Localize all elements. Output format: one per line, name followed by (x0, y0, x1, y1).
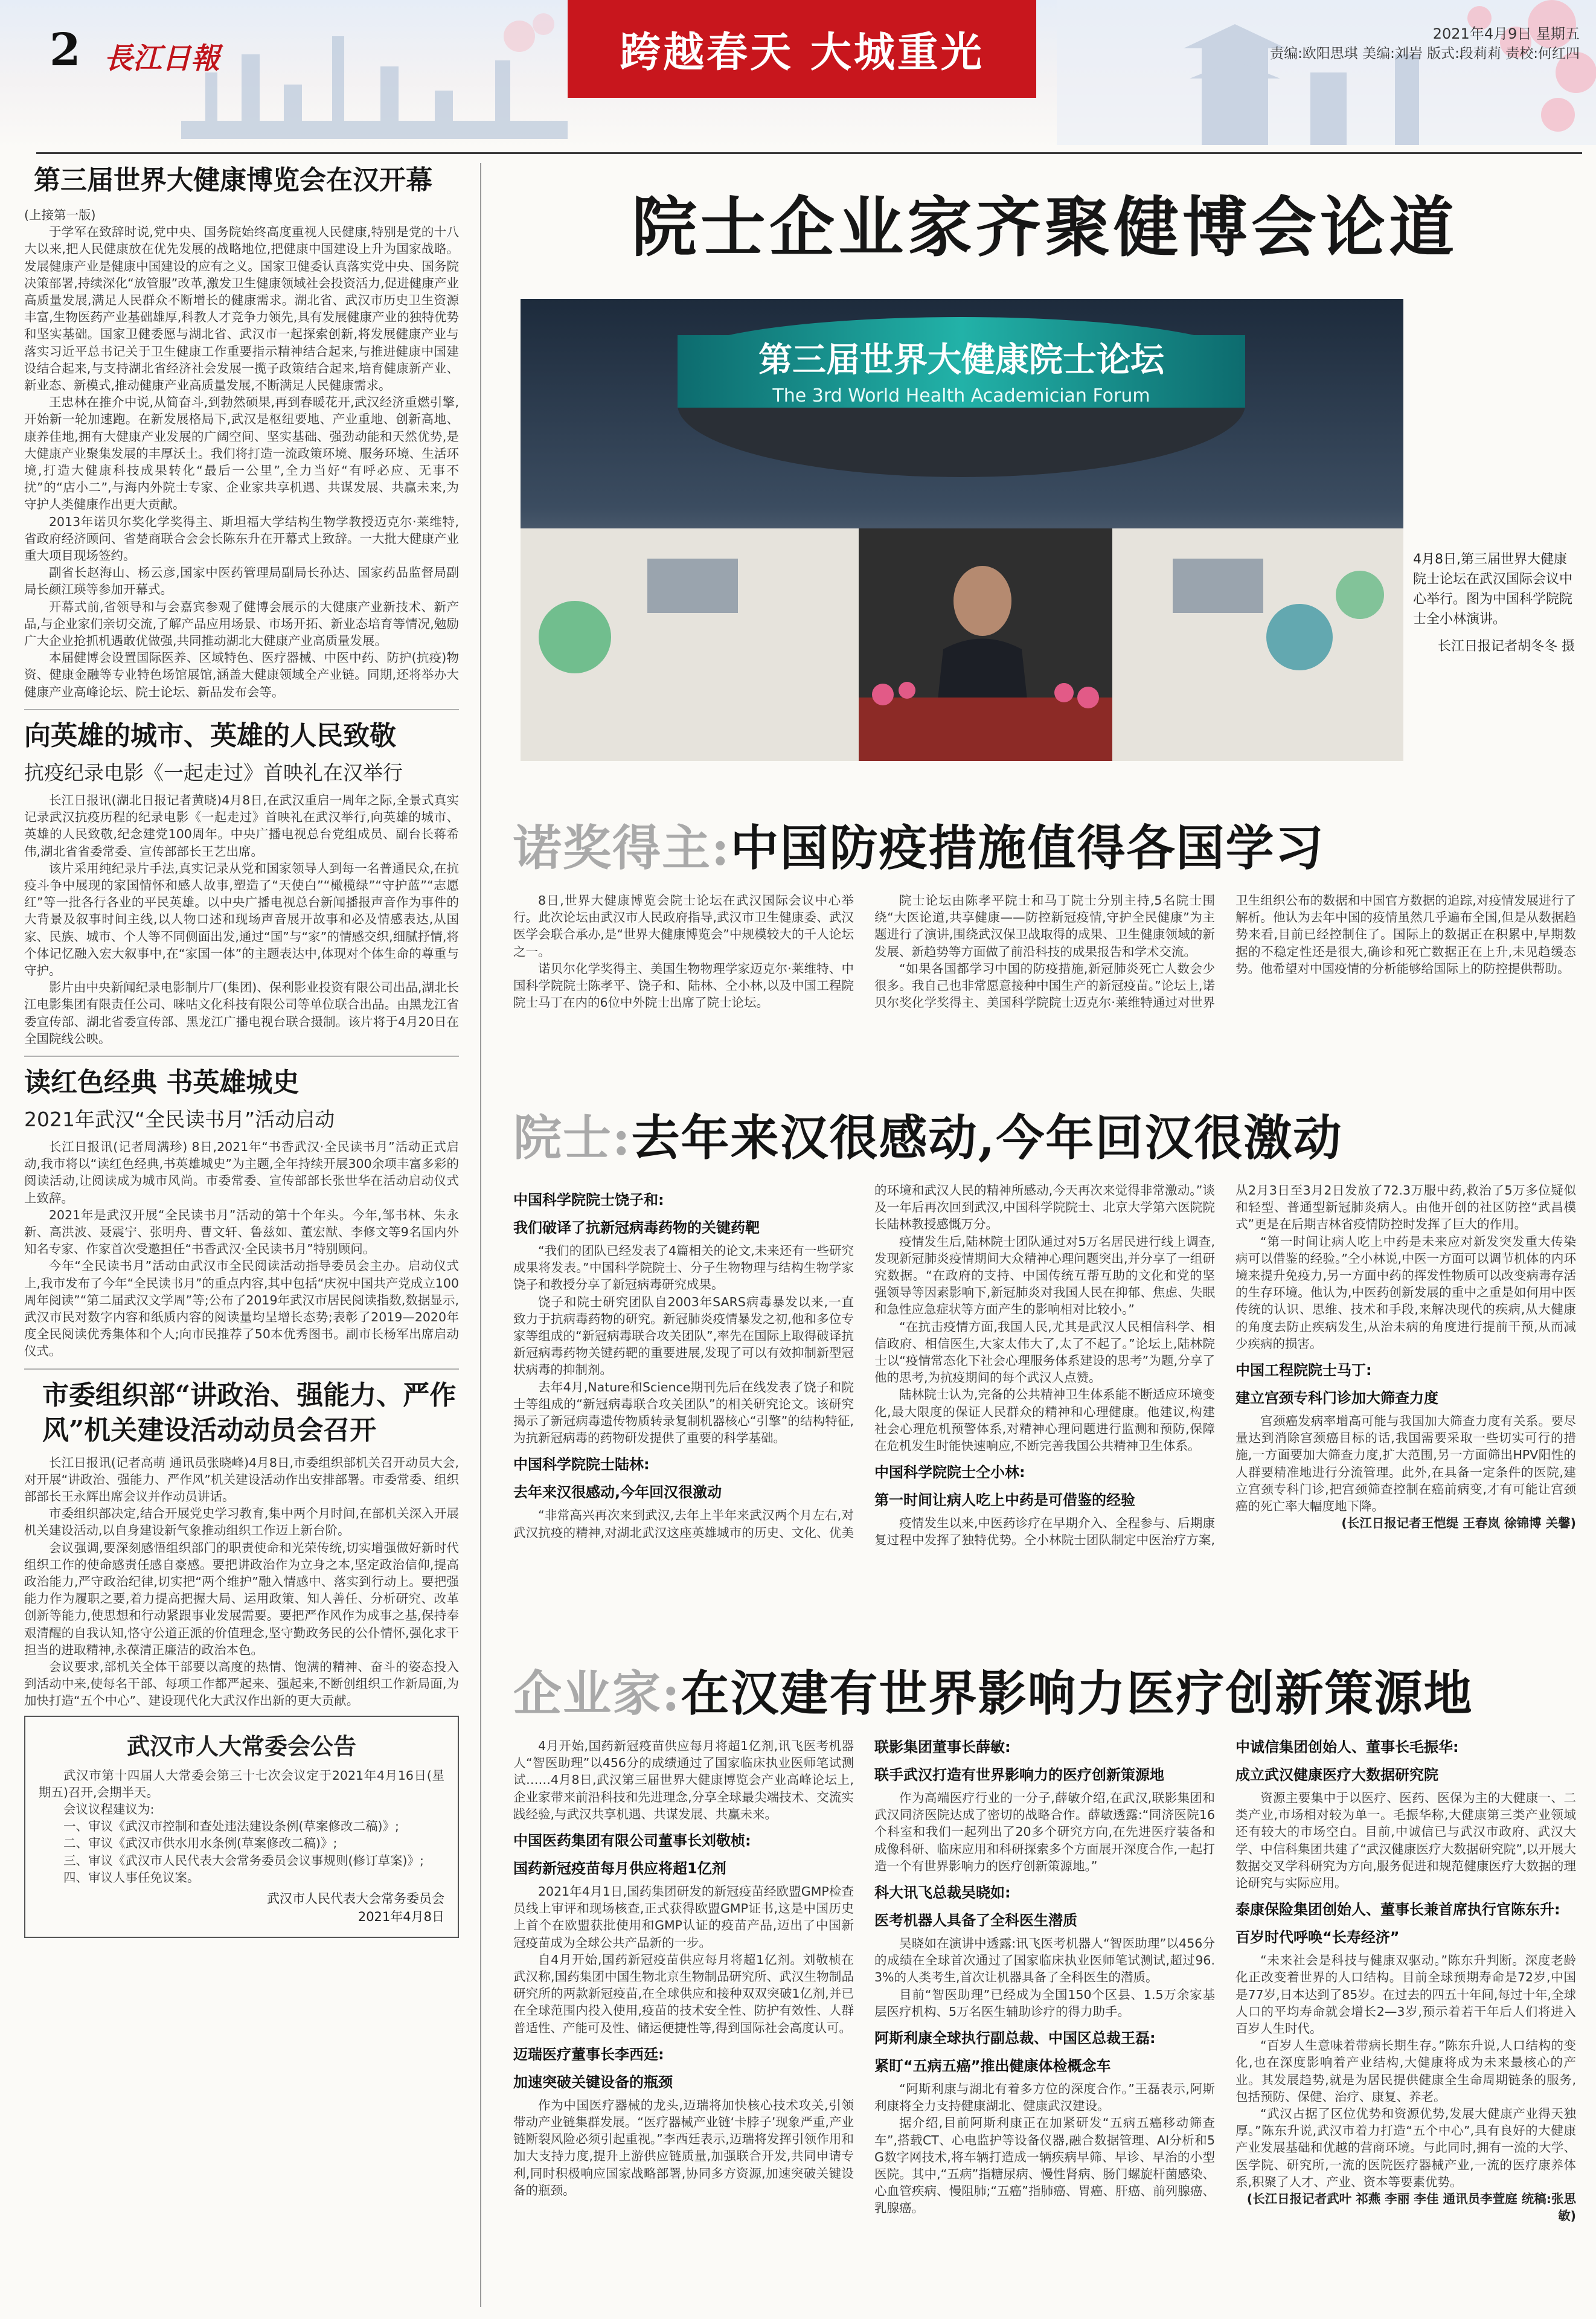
paragraph: 饶子和院士研究团队自2003年SARS病毒暴发以来,一直致力于抗病毒药物的研究。新冠肺炎疫情暴发之初,他和多位专家等组成的“新冠病毒联合攻关团队”,率先在国际上取得破译抗新冠病毒药物关键药靶的重要进展,发现了可以有效抑制新型冠状病毒的抑制剂。 (513, 1294, 854, 1378)
paragraph: 会议要求,部机关全体干部要以高度的热情、饱满的精神、奋斗的姿态投入到活动中来,使每名干部、每项工作都严起来、强起来,不断创组织工作新局面,为加快打造“五个中心”、建设现代化大武汉作出新的更大贡献。 (24, 1660, 459, 1708)
subhead: 迈瑞医疗董事长李西廷: (513, 2045, 664, 2063)
subhead: 中国科学院院士陆林: (513, 1456, 650, 1474)
paragraph: 王忠林在推介中说,从简奋斗,到勃然硕果,再到春暖花开,武汉经济重燃引擎,开始新一轮加速跑。在新发展格局下,武汉是枢纽要地、产业重地、创新高地、康养佳地,拥有大健康产业发展的广阔空间、坚实基础、强劲动能和天然优势,是大健康产业聚集发展的丰厚沃土。我们将打造一流政策环境、服务环境、生活环境,打造大健康科技成果转化“最后一公里”,全力当好“有呼必应、无事不扰”的“店小二”,与海内外院士专家、企业家共享机遇、共谋发展、共赢未来,为守护人类健康作出更大贡献。 (24, 395, 459, 512)
section-nobel (513, 809, 1576, 1011)
section-heading-main: 去年来汉很感动,今年回汉很激动 (631, 1109, 1343, 1166)
notice-paragraph: 会议议程建议为: (63, 1802, 155, 1817)
subhead: 加速突破关键设备的瓶颈 (513, 2073, 673, 2091)
paragraph: 开幕式前,省领导和与会嘉宾参观了健博会展示的大健康产业新技术、新产品,与企业家们亲切交流,了解产品应用场景、市场开拓、新业态培育等情况,勉励广大企业抢抓机遇敢优做强,共同推动湖北大健康产业高质量发展。 (24, 599, 459, 649)
article-title: 向英雄的城市、英雄的人民致敬 (24, 720, 396, 751)
notice-title: 武汉市人大常委会公告 (126, 1732, 356, 1760)
page-number: 2 (50, 24, 81, 76)
editor-credits: 责编:欧阳思琪 美编:刘岩 版式:段莉莉 责校:何红四 (1270, 46, 1580, 62)
article-reading-month (24, 1065, 459, 1360)
forum-photo (521, 299, 1403, 761)
section-banner: 跨越春天 大城重光 (568, 0, 1036, 98)
paragraph: 4月开始,国药新冠疫苗供应每月将超1亿剂,讯飞医考机器人“智医助理”以456分的成绩通过了国家临床执业医师笔试测试……4月8日,武汉第三届世界大健康博览会产业高峰论坛上,企业家带来前沿科技和先进理念,分享全球最尖端技术、交流实践经验,与武汉共享机遇、共谋发展、共赢未来。 (513, 1739, 854, 1821)
ring-banner-english: The 3rd World Health Academician Forum (772, 385, 1150, 406)
paragraph: 今年“全民读书月”活动由武汉市全民阅读活动指导委员会主办。启动仪式上,我市发布了今年“全民读书月”的重点内容,其中包括“庆祝中国共产党成立100周年阅读”“第二届武汉文学周”等;公布了2019年武汉市居民阅读指数,数据显示,武汉市民对数字内容和纸质内容的阅读量均呈增长态势;表彰了2019—2020年度全民阅读优秀集体和个人;向市民推荐了50本优秀图书。副市长杨军出席启动仪式。 (24, 1259, 459, 1359)
subhead: 科大讯飞总裁吴晓如: (874, 1884, 1011, 1902)
notice-item: 二、审议《武汉市供水用水条例(草案修改二稿)》; (63, 1836, 338, 1851)
subhead: 联手武汉打造有世界影响力的医疗创新策源地 (874, 1766, 1164, 1783)
main-headline: 院士企业家齐聚健博会论道 (631, 190, 1458, 266)
section-heading-lead: 企业家: (513, 1665, 681, 1722)
subhead: 联影集团董事长薛敏: (874, 1739, 1011, 1756)
paragraph: 长江日报讯(湖北日报记者黄晓)4月8日,在武汉重启一周年之际,全景式真实记录武汉抗疫历程的纪录电影《一起走过》首映礼在武汉举行,向英雄的城市、英雄的人民致敬,纪念建党100周年。中央广播电视总台党组成员、副台长蒋希伟,湖北省省委常委、宣传部部长王艺出席。 (24, 792, 459, 859)
ring-banner-text: 第三届世界大健康院士论坛 (758, 341, 1164, 380)
photo-credit: 长江日报记者胡冬冬 摄 (1438, 639, 1575, 654)
paragraph: 院士论坛由陈孝平院士和马丁院士分别主持,5名院士围绕“大医论道,共享健康——防控新冠疫情,守护全民健康”为主题进行了演讲,围绕武汉保卫战取得的成果、卫生健康领域的新发展、新趋势等方面做了前沿科技的成果报告和学术交流。 (874, 893, 1215, 959)
section-body (513, 1182, 1576, 1549)
subhead: 中诚信集团创始人、董事长毛振华: (1235, 1739, 1459, 1756)
section-heading-lead: 诺奖得主: (513, 820, 731, 876)
paragraph: 2013年诺贝尔奖化学奖得主、斯坦福大学结构生物学教授迈克尔·莱维特,省政府经济顾问、省楚商联合会会长陈东升在开幕式上致辞。一大批大健康产业重大项目现场签约。 (24, 514, 459, 563)
notice-item: 三、审议《武汉市人民代表大会常务委员会议事规则(修订草案)》; (63, 1853, 424, 1868)
paragraph: 诺贝尔化学奖得主、美国生物物理学家迈克尔·莱维特、中国科学院院士陈孝平、饶子和、陆林、仝小林,以及中国工程院院士马丁在内的6位中外院士出席了院士论坛。 (513, 961, 854, 1010)
section-heading (513, 1655, 1576, 1724)
section-heading-main: 中国防疫措施值得各国学习 (730, 820, 1325, 876)
paragraph: “在抗击疫情方面,我国人民,尤其是武汉人民相信科学、相信政府、相信医生,大家太伟大了,太了不起了。”论坛上,陆林院士以“疫情常态化下社会心理服务体系建设的思考”为题,分享了他的思考,为抗疫期间的每个武汉人点赞。 (874, 1319, 1215, 1385)
paragraph: “武汉占据了区位优势和资源优势,发展大健康产业得天独厚。”陈东升说,武汉市着力打造“五个中心”,具有良好的大健康产业发展基础和优越的营商环境。与此同时,拥有一流的大学、医学院、研究所,一流的医院医疗器械产业,一流的医疗康养体系,积聚了人才、产业、资本等要素优势。 (1235, 2106, 1576, 2189)
paragraph: “阿斯利康与湖北有着多方位的深度合作。”王磊表示,阿斯利康将全力支持健康湖北、健康武汉建设。 (874, 2082, 1215, 2114)
paragraph: “我们的团队已经发表了4篇相关的论文,未来还有一些研究成果将发表。”中国科学院院士、分子生物物理与结构生物学家饶子和教授分享了新冠病毒研究成果。 (513, 1243, 854, 1292)
section-heading-main: 在汉建有世界影响力医疗创新策源地 (681, 1665, 1473, 1722)
paragraph: 据介绍,目前阿斯利康正在加紧研发“五病五癌移动筛查车”,搭载CT、心电监护等设备仪器,融合数据管理、AI分析和5G数字网技术,将车辆打造成一辆疾病早筛、早诊、早治的小型医院。其中,“五病”指糖尿病、慢性肾病、肠门螺旋杆菌感染、心血管疾病、慢阻肺;“五癌”指肺癌、胃癌、肝癌、前列腺癌、乳腺癌。 (874, 2115, 1215, 2216)
paragraph: 影片由中央新闻纪录电影制片厂(集团)、保利影业投资有限公司出品,湖北长江电影集团有限责任公司、咪咕文化科技有限公司等单位联合出品。由黑龙江省委宣传部、湖北省委宣传部、黑龙江广播电视台联合摄制。该片将于4月20日在全国院线公映。 (24, 980, 459, 1046)
paragraph: 长江日报讯(记者周满珍) 8日,2021年“书香武汉·全民读书月”活动正式启动,我市将以“读红色经典,书英雄城史”为主题,全年持续开展300余项丰富多彩的阅读活动,让阅读成为城市风尚。市委常委、宣传部部长张世华在活动启动仪式上致辞。 (24, 1139, 459, 1205)
subhead: 去年来汉很感动,今年回汉很激动 (513, 1484, 722, 1501)
subhead: 建立宫颈专科门诊加大筛查力度 (1235, 1390, 1438, 1407)
paragraph: “如果各国都学习中国的防疫措施,新冠肺炎死亡人数会少很多。我自己也非常愿意接种中国生产的新冠疫苗。”论坛上,诺贝尔奖化学奖得主、美国科学院院士迈克尔·莱维特通过对世界卫生组织公布的数据和中国官方数据的追踪,对疫情发展进行了解析。他认为去年中国的疫情虽然几乎遍布全国,但是从数据趋势来看,目前已经控制住了。国际上的数据正在积累中,早期数据的不稳定性还是很大,确诊和死亡数据正在上升,未见趋缓态势。他希望对中国疫情的分析能够给国际上的防控提供帮助。 (874, 893, 1576, 1010)
reporter-credit: (长江日报记者王恺缇 王春岚 徐锦博 关馨) (1341, 1516, 1576, 1531)
paper-logo: 長江日報 (104, 42, 220, 75)
paragraph: 于学军在致辞时说,党中央、国务院始终高度重视人民健康,特别是党的十八大以来,把人民健康放在优先发展的战略地位,把健康中国建设上升为国家战略。发展健康产业是健康中国建设的应有之义。国家卫健委认真落实党中央、国务院决策部署,持续深化“放管服”改革,激发卫生健康领域社会投资活力,促进健康产业高质量发展,满足人民群众不断增长的健康需求。湖北省、武汉市历史卫生资源丰富,生物医药产业基础雄厚,科教人才竞争力领先,具有发展健康产业的独特优势和坚实基础。国家卫健委愿与湖北省、武汉市一起探索创新,将发展健康产业与落实习近平总书记关于卫生健康工作重要指示精神结合起来,与推进健康中国建设结合起来,与支持湖北省经济社会发展一揽子政策结合起来,培育健康新产业、新业态、新模式,推动健康产业高质量发展,不断满足人民健康需求。 (24, 225, 459, 393)
caption-text: 4月8日,第三届世界大健康院士论坛在武汉国际会议中心举行。图为中国科学院院士全小林演讲。 (1413, 552, 1573, 627)
paragraph: 疫情发生以来,中医药诊疗在早期介入、全程参与、后期康复过程中发挥了独特优势。仝小林院士团队制定中医治疗方案,从2月3日至3月2日发放了72.3万服中药,救治了5万多位疑似和轻型、普通型新冠肺炎病人。由他开创的社区防控“武昌模式”更是在后期吉林省疫情防控时发挥了巨大的作用。 (874, 1183, 1576, 1548)
section-body (513, 1737, 1576, 2224)
article-title: 市委组织部“讲政治、强能力、严作风”机关建设活动动员会召开 (42, 1379, 457, 1446)
npc-notice-box (24, 1716, 459, 1938)
article-subtitle: 2021年武汉“全民读书月”活动启动 (24, 1107, 335, 1131)
paragraph: 宫颈癌发病率增高可能与我国加大筛查力度有关系。要尽量达到消除宫颈癌目标的话,我国需要采取一些切实可行的措施,一方面要加大筛查力度,扩大范围,另一方面筛出HPV阳性的人群要精准地进行分流管理。此外,在具备一定条件的医院,建立宫颈专科门诊,把宫颈筛查控制在癌前病变,才有可能让宫颈癌的死亡率大幅度地下降。 (1235, 1414, 1576, 1514)
article-title: 读红色经典 书英雄城史 (24, 1066, 300, 1098)
paragraph: 去年4月,Nature和Science期刊先后在线发表了饶子和院士等组成的“新冠病毒联合攻关团队”的相关研究论文。该研究揭示了新冠病毒遗传物质转录复制机器核心“引擎”的结构特征,为抗新冠病毒的药物研发提供了重要的科学基础。 (513, 1379, 854, 1446)
notice-item: 一、审议《武汉市控制和查处违法建设条例(草案修改二稿)》; (63, 1819, 399, 1834)
paragraph: 疫情发生后,陆林院士团队通过对5万名居民进行线上调查,发现新冠肺炎疫情期间大众精神心理问题突出,并分享了一组研究数据。“在政府的支持、中国传统互帮互助的文化和党的坚强领导等因素影响下,新冠肺炎对我国人民在抑郁、焦虑、失眠和急性应急症状等方面产生的影响相对比较小。” (874, 1234, 1215, 1317)
paragraph: 目前“智医助理”已经成为全国150个区县、1.5万余家基层医疗机构、5万名医生辅助诊疗的得力助手。 (874, 1987, 1215, 2019)
section-body (513, 892, 1576, 1011)
article-subtitle: 抗疫纪录电影《一起走过》首映礼在汉举行 (24, 760, 403, 784)
section-heading (513, 809, 1576, 879)
paragraph: 本届健博会设置国际医养、区域特色、医疗器械、中医中药、防护(抗疫)物资、健康金融等专业特色场馆展馆,涵盖大健康领域全产业链。同期,还将举办大健康产业高峰论坛、院士论坛、新品发布会等。 (24, 650, 459, 699)
skyline-decoration (181, 0, 568, 139)
subhead: 泰康保险集团创始人、董事长兼首席执行官陈东升: (1235, 1901, 1560, 1919)
column-divider (480, 163, 481, 2307)
article-documentary (24, 719, 459, 1047)
paragraph: 8日,世界大健康博览会院士论坛在武汉国际会议中心举行。此次论坛由武汉市人民政府指导,武汉市卫生健康委、武汉医学会联合承办,是“世界大健康博览会”中规模较大的千人论坛之一。 (513, 893, 854, 959)
paragraph: 2021年4月1日,国药集团研发的新冠疫苗经欧盟GMP检查员线上审评和现场核查,正式获得欧盟GMP证书,这是中国历史上首个在欧盟获批使用和GMP认证的疫苗产品,迈出了中国新冠疫苗成为全球公共产品新的一步。 (513, 1884, 854, 1950)
paragraph: 长江日报讯(记者高萌 通讯员张晓峰)4月8日,市委组织部机关召开动员大会,对开展“讲政治、强能力、严作风”机关建设活动作出安排部署。市委常委、组织部部长王永辉出席会议并作动员讲话。 (24, 1455, 459, 1504)
paragraph: 自4月开始,国药新冠疫苗供应每月将超1亿剂。刘敬桢在武汉称,国药集团中国生物北京生物制品研究所、武汉生物制品研究所的两款新冠疫苗,在全球供应和接种双双突破1亿剂,并已在全球范围内投入使用,疫苗的技术安全性、防护有效性、人群普适性、产能可及性、储运便捷性等,得到国际社会高度认可。 (513, 1952, 854, 2035)
subhead: 阿斯利康全球执行副总裁、中国区总裁王磊: (874, 2030, 1156, 2047)
notice-paragraph: 武汉市第十四届人大常委会第三十七次会议定于2021年4月16日(星期五)召开,会期半天。 (39, 1768, 444, 1800)
paragraph: “非常高兴再次来到武汉,去年上半年来武汉两个月左右,对武汉抗疫的精神,对湖北武汉这座英雄城市的历史、文化、优美的环境和武汉人民的精神所感动,今天再次来觉得非常激动。”谈及一年后再次回到武汉,中国科学院院士、北京大学第六医院院长陆林教授感慨万分。 (513, 1183, 1215, 1540)
section-academicians (513, 1099, 1576, 1549)
paragraph: 作为高端医疗行业的一分子,薛敏介绍,在武汉,联影集团和武汉同济医院达成了密切的战略合作。薛敏透露:“同济医院16个科室和我们一起列出了20多个研究方向,在先进医疗装备和成像科研、临床应用和科研探索多个方面展开深度合作,一起打造一个有世界影响力的医疗创新策源地。” (874, 1791, 1215, 1873)
paragraph: 副省长赵海山、杨云彦,国家中医药管理局副局长孙达、国家药品监督局副局长颜江瑛等参加开幕式。 (24, 565, 459, 597)
section-entrepreneurs (513, 1655, 1576, 2224)
article-title: 第三届世界大健康博览会在汉开幕 (34, 165, 432, 196)
photo-caption (1413, 550, 1575, 656)
subhead: 中国科学院院士饶子和: (513, 1192, 664, 1208)
paragraph: “第一时间让病人吃上中药是未来应对新发突发重大传染病可以借鉴的经验。”仝小林说,中医一方面可以调节机体的内环境来提升免疫力,另一方面中药的挥发性物质可以改变病毒存活的生存环境。他认为,中医药创新发展的重中之重是如何用中医传统的认识、思维、技术和手段,来解决现代的疾病,从大健康的角度去防止疾病发生,从治未病的角度进行提前干预,从而减少疾病的损害。 (1235, 1234, 1576, 1351)
subhead: 第一时间让病人吃上中药是可借鉴的经验 (874, 1492, 1135, 1509)
paragraph: 吴晓如在演讲中透露:讯飞医考机器人“智医助理”以456分的成绩在全球首次通过了国家临床执业医师笔试测试,超过96.3%的人类考生,首次让机器具备了全科医生的潜质。 (874, 1936, 1215, 1985)
divider (24, 709, 459, 710)
notice-date: 2021年4月8日 (357, 1910, 444, 1925)
notice-signer: 武汉市人民代表大会常务委员会 (267, 1891, 444, 1907)
paragraph: 该片采用纯纪录片手法,真实记录从党和国家领导人到每一名普通民众,在抗疫斗争中展现的家国情怀和感人故事,塑造了“天使白”“橄榄绿”“守护蓝”“志愿红”等一批各行各业的平民英雄。以中央广播电视总台新闻播报声音作为事件的大背景及叙事时间主线,以人物口述和现场声音展开故事和必及情感表达,从国家、民族、城市、个人等不同侧面出发,通过“国”与“家”的情感交织,细腻抒情,将个体记忆融入宏大叙事中,在“家国一体”的主题表达中,体现对个体生命的尊重与守护。 (24, 861, 459, 978)
reporter-credit: (长江日报记者武叶 祁燕 李丽 李佳 通讯员李萱庭 统稿:张思敏) (1246, 2192, 1576, 2224)
subhead: 中国工程院院士马丁: (1235, 1362, 1372, 1379)
paragraph: 市委组织部决定,结合开展党史学习教育,集中两个月时间,在部机关深入开展机关建设活动,以自身建设新气象推动组织工作迈上新台阶。 (24, 1506, 459, 1538)
article-organization-dept (24, 1378, 459, 1710)
divider (24, 1368, 459, 1370)
subhead: 百岁时代呼唤“长寿经济” (1235, 1929, 1400, 1946)
paragraph: 陆林院士认为,完备的公共精神卫生体系能不断适应环境变化,最大限度的保证人民群众的精神和心理健康。他建议,构建社会心理危机预警体系,对精神心理问题进行监测和预防,保障在危机发生时能快速响应,不断完善我国公共精神卫生体系。 (874, 1387, 1215, 1454)
section-heading-lead: 院士: (513, 1109, 632, 1166)
left-column (24, 163, 459, 2307)
section-heading (513, 1099, 1576, 1169)
continued-note: (上接第一版) (24, 208, 96, 222)
paragraph: 资源主要集中于以医疗、医药、医保为主的大健康一、二类产业,市场相对较为单一。毛振华称,大健康第三类产业领域还有较大的市场空白。目前,中诚信已与武汉市政府、武汉大学、中信科集团共建了“武汉健康医疗大数据研究院”,以开展大数据交叉学科研究为方向,服务促进和规范健康医疗大数据的理论研究与实际应用。 (1235, 1791, 1576, 1891)
subhead: 国药新冠疫苗每月供应将超1亿剂 (513, 1860, 726, 1878)
paragraph: 作为中国医疗器械的龙头,迈瑞将加快核心技术攻关,引领带动产业链集群发展。“医疗器械产业链‘卡脖子’现象严重,产业链断裂风险必须引起重视。”李西廷表示,迈瑞将发挥引领作用和加大支持力度,提升上游供应链质量,加强联合开发,共同申请专利,同时积极响应国家战略部署,协同多方资源,加速突破关键设备的瓶颈。 (513, 2097, 854, 2198)
issue-date: 2021年4月9日 星期五 (1432, 25, 1580, 42)
subhead: 我们破译了抗新冠病毒药物的关键药靶 (513, 1219, 760, 1236)
subhead: 中国医药集团有限公司董事长刘敬桢: (513, 1832, 751, 1850)
paragraph: 2021年是武汉开展“全民读书月”活动的第十个年头。今年,邹书林、朱永新、高洪波、聂震宁、张明舟、曹文轩、鲁兹如、董宏猷、李修文等9名国内外知名专家、作家首次受邀担任“书香武汉·全民读书月”特别顾问。 (24, 1207, 459, 1257)
subhead: 紧盯“五病五癌”推出健康体检概念车 (874, 2058, 1111, 2075)
divider (24, 1056, 459, 1057)
paragraph: “未来社会是科技与健康双驱动。”陈东升判断。深度老龄化正改变着世界的人口结构。目前全球预期寿命是72岁,中国是77岁,日本达到了85岁。在过去的四五十年间,每过十年,全球人口的平均寿命就会增长2—3岁,预示着若干年后人们将进入百岁人生时代。 (1235, 1953, 1576, 2036)
header-rule (36, 152, 1582, 154)
article-health-expo (24, 163, 459, 701)
subhead: 中国科学院院士仝小林: (874, 1464, 1025, 1481)
masthead (0, 0, 1596, 148)
subhead: 医考机器人具备了全科医生潜质 (874, 1912, 1077, 1929)
paragraph: 会议强调,要深刻感悟组织部门的职责使命和光荣传统,切实增强做好新时代组织工作的使命感责任感自豪感。要把讲政治作为立身之本,坚定政治信仰,提高政治能力,严守政治纪律,切实把“两个维护”融入情感中、落实到行动上。要把强能力作为履职之要,着力提高把握大局、运用政策、知人善任、分析研究、改革创新等能力,使思想和行动紧跟事业发展需要。要把严作风作为成事之基,保持奉艰清醒的自我认知,恪守公道正派的价值理念,坚守勤政务民的公仆情怀,强化求干担当的进取精神,永葆清正廉洁的政治本色。 (24, 1540, 459, 1657)
subhead: 成立武汉健康医疗大数据研究院 (1235, 1766, 1438, 1783)
notice-item: 四、审议人事任免议案。 (63, 1870, 200, 1885)
paragraph: “百岁人生意味着带病长期生存。”陈东升说,人口结构的变化,也在深度影响着产业结构,大健康将成为未来最核心的产业。其发展趋势,就是为居民提供健康全生命周期链条的服务,包括预防、保健、治疗、康复、养老。 (1235, 2038, 1576, 2104)
